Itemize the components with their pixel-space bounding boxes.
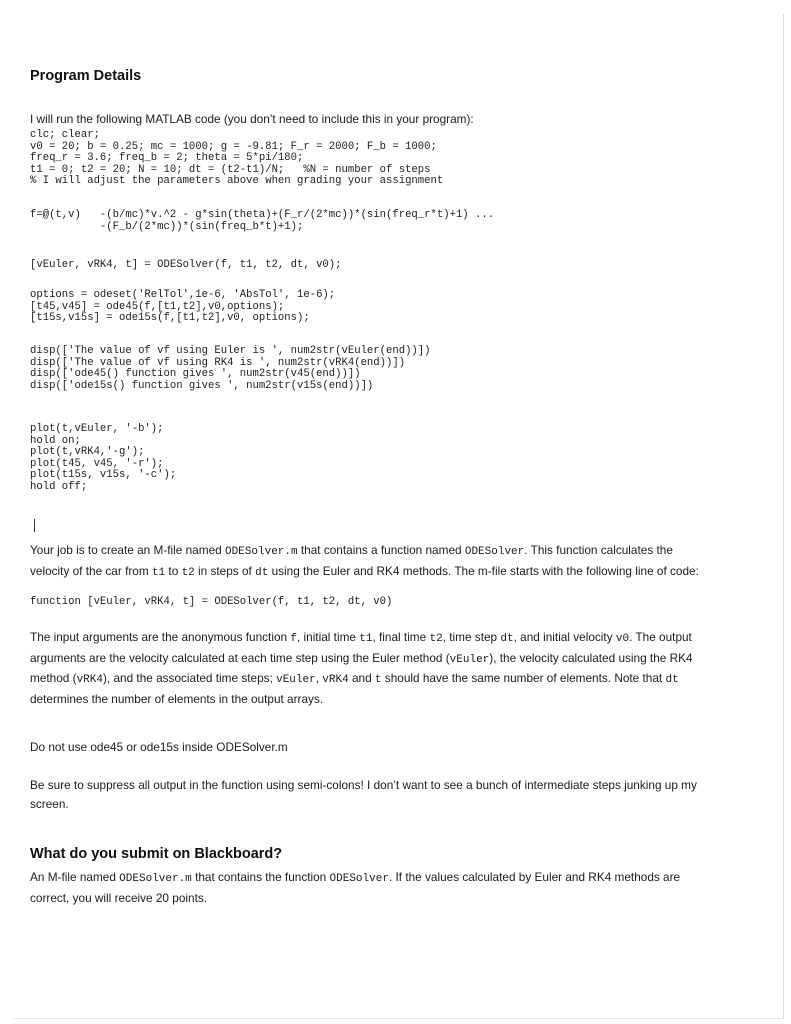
code-line: [t15s,v15s] = ode15s(f,[t1,t2],v0, options); xyxy=(30,312,310,325)
job-paragraph: Your job is to create an M-file named ODESolver.m that contains a function named ODESolver. This function calculates the velocity of the car from t1 to t2 in steps of dt using the Euler and RK4 methods. The m-file starts with the following line of code: xyxy=(30,543,699,579)
intro-paragraph: I will run the following MATLAB code (you don’t need to include this in your program): xyxy=(30,112,474,126)
code-disp xyxy=(30,346,730,392)
code-line: v0 = 20; b = 0.25; mc = 1000; g = -9.81; F_r = 2000; F_b = 1000; xyxy=(30,140,437,153)
code-line: f=@(t,v) -(b/mc)*v.^2 - g*sin(theta)+(F_r/(2*mc))*(sin(freq_r*t)+1) ... xyxy=(30,209,495,221)
code-setup xyxy=(30,130,730,188)
function-signature-line: function [vEuler, vRK4, t] = ODESolver(f, t1, t2, dt, v0) xyxy=(30,596,393,608)
suppress-output-paragraph: Be sure to suppress all output in the function using semi-colons! I don’t want to see a bunch of intermediate steps junking up my screen. xyxy=(30,778,697,811)
code-ode-builtin xyxy=(30,290,730,325)
code-line: hold off; xyxy=(30,480,88,493)
code-line: disp(['ode45() function gives ', num2str(v45(end))]) xyxy=(30,368,361,381)
input-args-paragraph: The input arguments are the anonymous function f, initial time t1, final time t2, time step dt, and initial velocity v0. The output arguments are the velocity calculated at each time step using the Euler method (vEuler), the velocity calculated using the RK4 method (vRK4), and the associated time steps; vEuler, vRK4 and t should have the same number of elements. Note that dt determines the number of elements in the output arrays. xyxy=(30,630,693,706)
code-line: -(F_b/(2*mc))*(sin(freq_b*t)+1); xyxy=(30,220,304,233)
code-line: options = odeset('RelTol',1e-6, 'AbsTol', 1e-6); xyxy=(30,289,336,301)
heading-submit: What do you submit on Blackboard? xyxy=(30,846,283,862)
code-line: [vEuler, vRK4, t] = ODESolver(f, t1, t2, dt, v0); xyxy=(30,259,342,271)
code-line: plot(t45, v45, '-r'); xyxy=(30,457,164,470)
code-line: freq_r = 3.6; freq_b = 2; theta = 5*pi/180; xyxy=(30,152,304,165)
code-line: plot(t,vEuler, '-b'); xyxy=(30,423,164,435)
code-odesolver-call xyxy=(30,260,730,272)
code-line: hold on; xyxy=(30,434,81,447)
code-anonymous-function xyxy=(30,210,730,233)
code-line: clc; clear; xyxy=(30,129,100,141)
code-line: disp(['The value of vf using Euler is ', num2str(vEuler(end))]) xyxy=(30,345,431,357)
code-line: plot(t15s, v15s, '-c'); xyxy=(30,469,177,482)
submit-paragraph: An M-file named ODESolver.m that contains the function ODESolver. If the values calculated by Euler and RK4 methods are correct, you will receive 20 points. xyxy=(30,870,681,905)
no-ode-paragraph: Do not use ode45 or ode15s inside ODESolver.m xyxy=(30,740,288,754)
code-line: t1 = 0; t2 = 20; N = 10; dt = (t2-t1)/N; %N = number of steps xyxy=(30,163,431,176)
code-line: [t45,v45] = ode45(f,[t1,t2],v0,options); xyxy=(30,300,285,313)
code-line: disp(['ode15s() function gives ', num2str(v15s(end))]) xyxy=(30,379,374,392)
code-line: plot(t,vRK4,'-g'); xyxy=(30,446,145,459)
code-line: disp(['The value of vf using RK4 is ', num2str(vRK4(end))]) xyxy=(30,356,406,369)
heading-program-details: Program Details xyxy=(30,68,142,84)
code-plot xyxy=(30,424,730,494)
text-cursor xyxy=(34,519,35,532)
code-line: % I will adjust the parameters above when grading your assignment xyxy=(30,175,444,188)
